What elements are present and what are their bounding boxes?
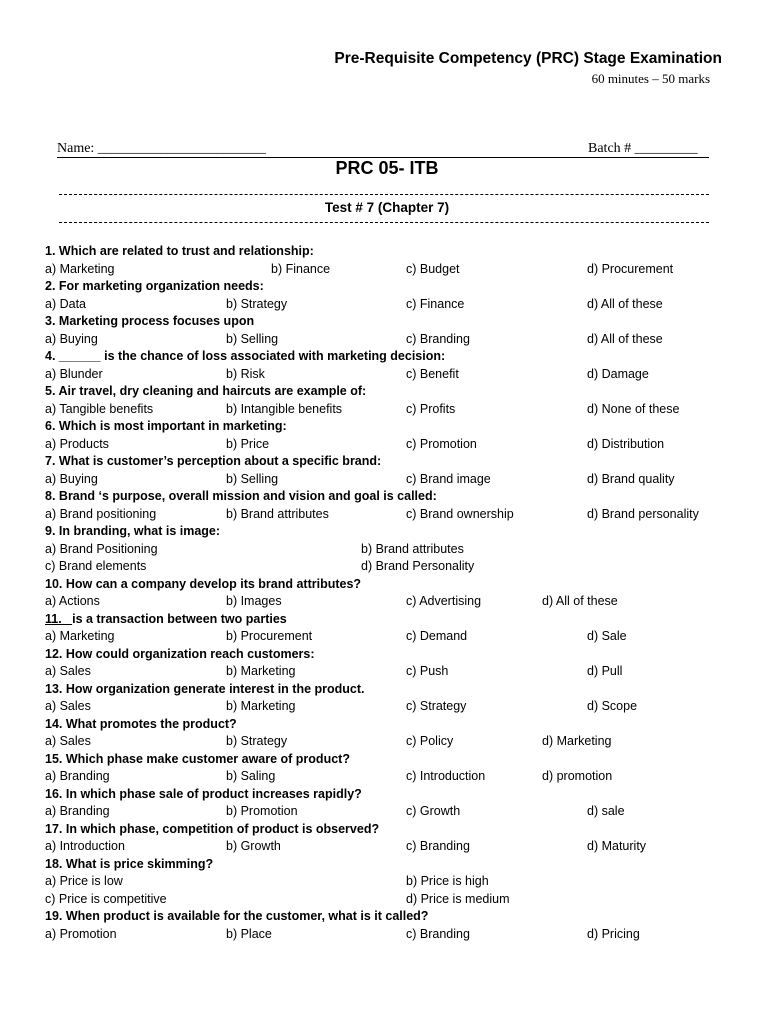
question-text <box>45 488 735 506</box>
answer-option[interactable]: d) Brand quality <box>587 471 675 486</box>
answer-option[interactable]: d) promotion <box>542 769 613 783</box>
answer-option[interactable]: d) Distribution <box>587 436 665 451</box>
answer-option[interactable]: c) Brand image <box>406 471 491 486</box>
answer-option[interactable]: a) Blunder <box>45 366 103 381</box>
option-row <box>45 628 735 646</box>
option-row <box>45 803 735 821</box>
answer-option[interactable]: a) Marketing <box>45 629 115 643</box>
question-text <box>45 646 735 664</box>
question-number: 13. <box>45 681 63 696</box>
answer-option[interactable]: a) Promotion <box>45 926 117 941</box>
question-list <box>45 243 735 943</box>
answer-option[interactable]: d) None of these <box>587 401 680 416</box>
question-label: Brand ‘s purpose, overall mission and vision and goal is called: <box>55 489 437 503</box>
option-row <box>45 558 735 576</box>
answer-option[interactable]: d) Pricing <box>587 926 640 941</box>
question-number: 19. <box>45 909 63 923</box>
answer-option[interactable]: b) Strategy <box>226 296 288 311</box>
question-number: 3. <box>45 314 56 328</box>
answer-option[interactable]: a) Branding <box>45 804 110 818</box>
question-label: In which phase, competition of product is observed? <box>62 821 380 836</box>
question-label: In branding, what is image: <box>55 524 221 538</box>
answer-option[interactable]: c) Branding <box>406 839 470 853</box>
option-row <box>45 733 735 751</box>
question-number: 11. <box>45 611 73 626</box>
question-number: 4. <box>45 349 56 363</box>
option-row <box>45 471 735 489</box>
question-number: 2. <box>45 279 56 293</box>
question-label: Marketing process focuses upon <box>55 314 255 328</box>
answer-option[interactable]: b) Procurement <box>226 629 313 643</box>
test-title: Test # 7 (Chapter 7) <box>324 200 450 215</box>
answer-option[interactable]: b) Brand attributes <box>226 506 329 521</box>
answer-option[interactable]: d) Damage <box>587 366 649 381</box>
option-row <box>45 296 735 314</box>
question-text <box>45 751 735 769</box>
answer-option[interactable]: d) Pull <box>587 664 623 678</box>
question-text <box>45 821 735 839</box>
answer-option[interactable]: a) Products <box>45 436 109 451</box>
question-number: 12. <box>45 646 63 661</box>
option-row <box>45 541 735 559</box>
option-row <box>45 698 735 716</box>
answer-option[interactable]: b) Marketing <box>226 664 296 678</box>
batch-label: Batch # _________ <box>588 141 698 156</box>
answer-option[interactable]: d) Procurement <box>587 261 674 276</box>
answer-option[interactable]: d) Maturity <box>587 839 647 853</box>
answer-option[interactable]: a) Data <box>45 296 86 311</box>
option-row <box>45 838 735 856</box>
option-row <box>45 261 735 279</box>
answer-option[interactable]: d) Sale <box>587 629 627 643</box>
exam-title: Pre-Requisite Competency (PRC) Stage Examination <box>334 50 722 67</box>
dashed-divider-bottom <box>59 222 709 223</box>
answer-option[interactable]: b) Price is high <box>406 874 489 888</box>
answer-option[interactable]: a) Tangible benefits <box>45 401 154 416</box>
answer-option[interactable]: d) All of these <box>542 594 618 608</box>
question-label: What promotes the product? <box>62 716 237 731</box>
question-text <box>45 348 735 366</box>
answer-option[interactable]: c) Brand ownership <box>406 506 514 521</box>
answer-option[interactable]: d) Price is medium <box>406 891 510 906</box>
question-label: In which phase sale of product increases rapidly? <box>62 786 362 801</box>
answer-option[interactable]: a) Actions <box>45 594 100 608</box>
question-text <box>45 278 735 296</box>
option-row <box>45 331 735 349</box>
answer-option[interactable]: a) Sales <box>45 699 91 713</box>
answer-option[interactable]: a) Sales <box>45 664 91 678</box>
option-row <box>45 436 735 454</box>
answer-option[interactable]: b) Promotion <box>226 804 298 818</box>
option-row <box>45 926 735 944</box>
question-number: 1. <box>45 244 56 258</box>
option-row <box>45 891 735 909</box>
answer-option[interactable]: c) Budget <box>406 261 460 276</box>
question-text <box>45 418 735 436</box>
question-label: How could organization reach customers: <box>62 646 315 661</box>
answer-option[interactable]: d) All of these <box>587 331 663 346</box>
question-number: 10. <box>45 576 63 591</box>
answer-option[interactable]: a) Price is low <box>45 874 123 888</box>
answer-option[interactable]: c) Demand <box>406 629 468 643</box>
answer-option[interactable]: a) Marketing <box>45 261 115 276</box>
answer-option[interactable]: b) Brand attributes <box>361 541 464 556</box>
question-number: 18. <box>45 856 63 871</box>
question-text <box>45 681 735 699</box>
question-text <box>45 313 735 331</box>
question-number: 8. <box>45 489 56 503</box>
question-text <box>45 716 735 734</box>
answer-option[interactable]: a) Buying <box>45 471 98 486</box>
option-row <box>45 768 735 786</box>
answer-option[interactable]: a) Brand Positioning <box>45 541 158 556</box>
question-label: Which phase make customer aware of product? <box>62 751 350 766</box>
question-number: 15. <box>45 751 63 766</box>
answer-option[interactable]: c) Push <box>406 664 449 678</box>
name-label: Name: ________________________ <box>57 141 266 156</box>
answer-option[interactable]: c) Policy <box>406 734 454 748</box>
question-text <box>45 243 735 261</box>
option-row <box>45 401 735 419</box>
answer-option[interactable]: d) sale <box>587 804 625 818</box>
question-label: What is customer’s perception about a specific brand: <box>55 454 382 468</box>
question-text <box>45 856 735 874</box>
answer-option[interactable]: b) Intangible benefits <box>226 401 343 416</box>
option-row <box>45 593 735 611</box>
answer-option[interactable]: b) Price <box>226 436 270 451</box>
answer-option[interactable]: b) Selling <box>226 331 279 346</box>
answer-option[interactable]: b) Marketing <box>226 699 296 713</box>
answer-option[interactable]: c) Branding <box>406 926 470 941</box>
answer-option[interactable]: a) Introduction <box>45 839 125 853</box>
answer-option[interactable]: a) Buying <box>45 331 98 346</box>
question-label: Which is most important in marketing: <box>55 419 287 433</box>
answer-option[interactable]: b) Images <box>226 594 282 608</box>
answer-option[interactable]: c) Promotion <box>406 436 477 451</box>
answer-option[interactable]: c) Strategy <box>406 699 467 713</box>
answer-option[interactable]: c) Benefit <box>406 366 459 381</box>
answer-option[interactable]: a) Sales <box>45 734 91 748</box>
answer-option[interactable]: d) All of these <box>587 296 663 311</box>
answer-option[interactable]: d) Brand personality <box>587 506 699 521</box>
question-number: 16. <box>45 786 63 801</box>
question-label: Air travel, dry cleaning and haircuts are example of: <box>55 384 367 398</box>
answer-option[interactable]: d) Brand Personality <box>361 559 475 573</box>
question-label: How can a company develop its brand attributes? <box>62 576 362 591</box>
question-text <box>45 523 735 541</box>
question-text <box>45 611 735 629</box>
question-text <box>45 453 735 471</box>
answer-option[interactable]: c) Brand elements <box>45 559 147 573</box>
answer-option[interactable]: c) Branding <box>406 331 470 346</box>
answer-option[interactable]: c) Profits <box>406 401 456 416</box>
question-text <box>45 576 735 594</box>
dashed-divider-top <box>59 194 709 195</box>
answer-option[interactable]: b) Finance <box>271 261 331 276</box>
answer-option[interactable]: b) Place <box>226 926 272 941</box>
option-row <box>45 366 735 384</box>
answer-option[interactable]: c) Growth <box>406 804 461 818</box>
option-row <box>45 506 735 524</box>
answer-option[interactable]: c) Finance <box>406 296 465 311</box>
question-label: What is price skimming? <box>62 856 214 871</box>
answer-option[interactable]: b) Risk <box>226 366 265 381</box>
exam-duration: 60 minutes – 50 marks <box>591 71 710 86</box>
option-row <box>45 873 735 891</box>
paper-code: PRC 05- ITB <box>335 158 439 178</box>
question-text <box>45 908 735 926</box>
question-number: 14. <box>45 716 63 731</box>
answer-option[interactable]: d) Marketing <box>542 734 612 748</box>
question-number: 6. <box>45 419 56 433</box>
answer-option[interactable]: a) Brand positioning <box>45 506 157 521</box>
answer-option[interactable]: d) Scope <box>587 699 638 713</box>
question-number: 5. <box>45 384 56 398</box>
question-text <box>45 383 735 401</box>
answer-option[interactable]: b) Growth <box>226 839 281 853</box>
question-label: Which are related to trust and relationship: <box>55 244 314 258</box>
answer-option[interactable]: b) Strategy <box>226 734 288 748</box>
answer-option[interactable]: b) Selling <box>226 471 279 486</box>
answer-option[interactable]: c) Introduction <box>406 769 486 783</box>
answer-option[interactable]: c) Advertising <box>406 594 482 608</box>
question-label: ______ is the chance of loss associated with marketing decision: <box>55 349 446 363</box>
question-number: 9. <box>45 524 56 538</box>
answer-option[interactable]: c) Price is competitive <box>45 891 167 906</box>
question-text <box>45 786 735 804</box>
question-number: 7. <box>45 454 56 468</box>
question-label: is a transaction between two parties <box>72 611 287 626</box>
answer-option[interactable]: b) Saling <box>226 769 276 783</box>
question-label: For marketing organization needs: <box>55 279 264 293</box>
question-label: When product is available for the customer, what is it called? <box>62 909 429 923</box>
question-label: How organization generate interest in the product. <box>62 681 365 696</box>
question-number: 17. <box>45 821 63 836</box>
option-row <box>45 663 735 681</box>
answer-option[interactable]: a) Branding <box>45 769 110 783</box>
